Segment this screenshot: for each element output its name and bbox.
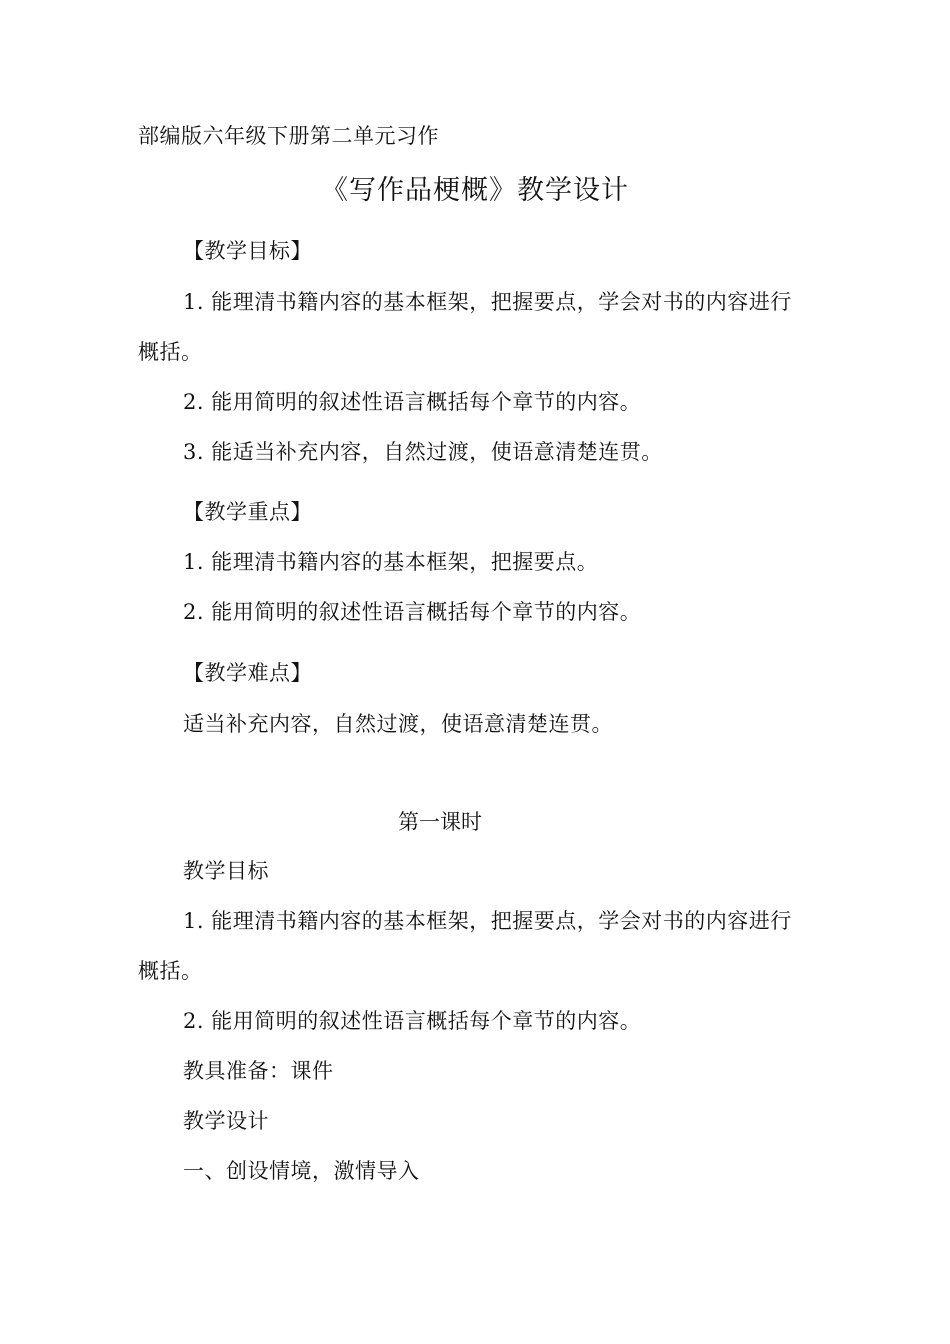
key-point-item-2: 2. 能用简明的叙述性语言概括每个章节的内容。 <box>183 600 642 624</box>
key-points-heading: 【教学重点】 <box>183 500 312 524</box>
document-subtitle: 部编版六年级下册第二单元习作 <box>138 124 439 148</box>
teaching-tools: 教具准备：课件 <box>183 1059 334 1083</box>
objective-item-3: 3. 能适当补充内容，自然过渡，使语意清楚连贯。 <box>183 440 663 464</box>
objective-item-1-continued: 概括。 <box>138 340 203 364</box>
teaching-design-label: 教学设计 <box>183 1109 269 1133</box>
difficulties-heading: 【教学难点】 <box>183 661 312 685</box>
lesson-objective-item-1-continued: 概括。 <box>138 959 203 983</box>
difficulties-text: 适当补充内容，自然过渡，使语意清楚连贯。 <box>183 712 613 736</box>
section-heading-1: 一、创设情境，激情导入 <box>183 1159 420 1183</box>
lesson-objective-item-2: 2. 能用简明的叙述性语言概括每个章节的内容。 <box>183 1009 642 1033</box>
lesson-objectives-label: 教学目标 <box>183 859 269 883</box>
objective-item-2: 2. 能用简明的叙述性语言概括每个章节的内容。 <box>183 390 642 414</box>
lesson-heading: 第一课时 <box>398 810 482 834</box>
objectives-heading: 【教学目标】 <box>183 239 312 263</box>
key-point-item-1: 1. 能理清书籍内容的基本框架，把握要点。 <box>183 550 599 574</box>
objective-item-1: 1. 能理清书籍内容的基本框架，把握要点，学会对书的内容进行 <box>183 290 792 314</box>
document-title: 《写作品梗概》教学设计 <box>321 175 629 206</box>
lesson-objective-item-1: 1. 能理清书籍内容的基本框架，把握要点，学会对书的内容进行 <box>183 909 792 933</box>
